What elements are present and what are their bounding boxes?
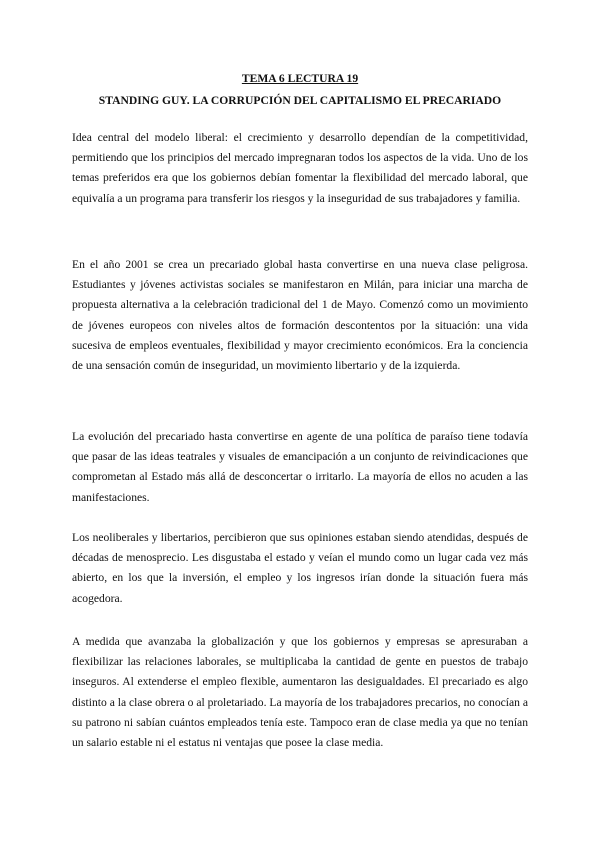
document-title: TEMA 6 LECTURA 19 — [241, 72, 359, 85]
paragraph-1: Idea central del modelo liberal: el crecimiento y desarrollo dependían de la competitividad, permitiendo que los principios del mercado impregnaran todos los aspectos de la vida. Uno de los temas preferidos era que los gobiernos debían fomentar la flexibilidad del mercado laboral, que equivalía a un programa para transferir los riesgos y la inseguridad de sus trabajadores y familia. — [72, 131, 528, 205]
paragraph-5: A medida que avanzaba la globalización y que los gobiernos y empresas se apresuraban a flexibilizar las relaciones laborales, se multiplicaba la cantidad de gente en puestos de trabajo inseguros. Al extenderse el empleo flexible, aumentaron las desigualdades. El precariado es algo distinto a la clase obrera o al proletariado. La mayoría de los trabajadores precarios, no conocían a su patrono ni sabían cuántos empleados tenía este. Tampoco eran de clase media ya que no tenían un salario estable ni el estatus ni ventajas que posee la clase media. — [72, 635, 528, 750]
paragraph-3: La evolución del precariado hasta convertirse en agente de una política de paraíso tiene todavía que pasar de las ideas teatrales y visuales de emancipación a un conjunto de reivindicaciones que comprometan al Estado más allá de desconcertar o irritarlo. La mayoría de ellos no acuden a las manifestaciones. — [72, 430, 528, 504]
document-subtitle: STANDING GUY. LA CORRUPCIÓN DEL CAPITALISMO EL PRECARIADO — [98, 94, 502, 107]
paragraph-4: Los neoliberales y libertarios, percibieron que sus opiniones estaban siendo atendidas, después de décadas de menosprecio. Les disgustaba el estado y veían el mundo como un lugar cada vez más abierto, en los que la inversión, el empleo y los ingresos irían donde la situación fuera más acogedora. — [72, 531, 528, 605]
paragraph-2: En el año 2001 se crea un precariado global hasta convertirse en una nueva clase peligrosa. Estudiantes y jóvenes activistas sociales se manifestaron en Milán, para iniciar una marcha de propuesta alternativa a la celebración tradicional del 1 de Mayo. Comenzó como un movimiento de jóvenes europeos con niveles altos de formación descontentos por la situación: una vida sucesiva de empleos eventuales, flexibilidad y mayor crecimiento económicos. Era la conciencia de una sensación común de inseguridad, un movimiento libertario y de la izquierda. — [72, 258, 528, 373]
